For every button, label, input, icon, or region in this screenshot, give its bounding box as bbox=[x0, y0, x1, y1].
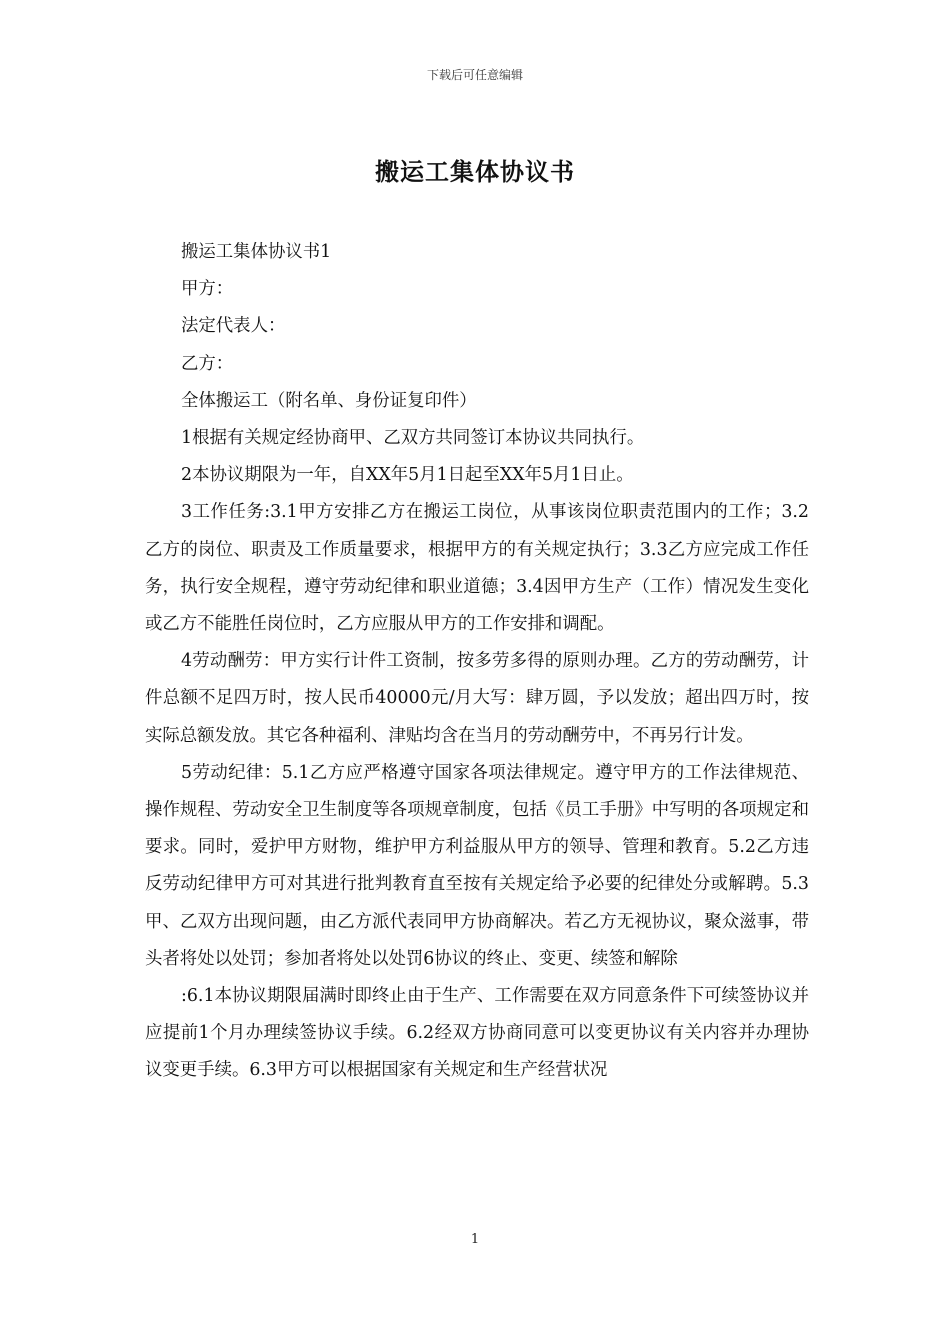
legal-representative-line: 法定代表人： bbox=[181, 316, 286, 337]
document-title: 搬运工集体协议书 bbox=[375, 157, 575, 186]
page-header-note: 下载后可任意编辑 bbox=[426, 68, 523, 82]
document-body bbox=[145, 234, 809, 1090]
paragraph-heading: 搬运工集体协议书1 bbox=[181, 242, 332, 262]
clause-1: 1根据有关规定经协商甲、乙双方共同签订本协议共同执行。 bbox=[181, 428, 645, 449]
clause-5-discipline: 5劳动纪律：5.1乙方应严格遵守国家各项法律规定。遵守甲方的工作法律规范、操作规程、劳动安全卫生制度等各项规章制度，包括《员工手册》中写明的各项规定和要求。同时，爱护甲方财物，维护甲方利益服从甲方的领导、管理和教育。5.2乙方违反劳动纪律甲方可对其进行批判教育直至按有关规定给予必要的纪律处分或解聘。5.3甲、乙双方出现问题，由乙方派代表同甲方协商解决。若乙方无视协议，聚众滋事，带头者将处以处罚；参加者将处以处罚6协议的终止、变更、续签和解除 bbox=[145, 762, 809, 969]
clause-2: 2本协议期限为一年，自XX年5月1日起至XX年5月1日止。 bbox=[181, 465, 634, 486]
clause-3-work-tasks: 3工作任务:3.1甲方安排乙方在搬运工岗位，从事该岗位职责范围内的工作；3.2乙方的岗位、职责及工作质量要求，根据甲方的有关规定执行；3.3乙方应完成工作任务，执行安全规程，遵守劳动纪律和职业道德；3.4因甲方生产（工作）情况发生变化或乙方不能胜任岗位时，乙方应服从甲方的工作安排和调配。 bbox=[145, 502, 809, 635]
party-b-line: 乙方： bbox=[181, 353, 234, 374]
page-number: 1 bbox=[470, 1232, 480, 1247]
clause-6-termination: :6.1本协议期限届满时即终止由于生产、工作需要在双方同意条件下可续签协议并应提前1个月办理续签协议手续。6.2经双方协商同意可以变更协议有关内容并办理协议变更手续。6.3甲方可以根据国家有关规定和生产经营状况 bbox=[145, 986, 809, 1081]
clause-4-remuneration: 4劳动酬劳：甲方实行计件工资制，按多劳多得的原则办理。乙方的劳动酬劳，计件总额不足四万时，按人民币40000元/月大写：肆万圆，予以发放；超出四万时，按实际总额发放。其它各种福利、津贴均含在当月的劳动酬劳中，不再另行计发。 bbox=[145, 651, 809, 746]
all-porters-line: 全体搬运工（附名单、身份证复印件） bbox=[181, 390, 477, 411]
party-a-line: 甲方： bbox=[181, 279, 234, 300]
